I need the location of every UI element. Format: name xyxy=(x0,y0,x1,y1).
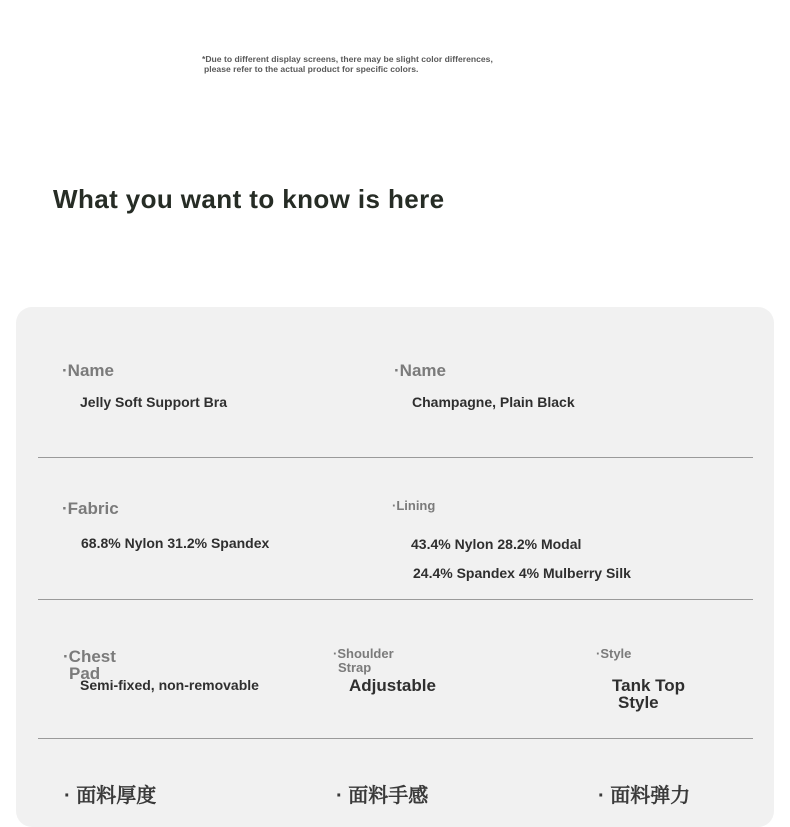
chest-pad-value: Semi-fixed, non-removable xyxy=(80,677,259,693)
fabric-label: ·Fabric xyxy=(62,499,119,518)
fabric-elasticity-label: · 面料弹力 xyxy=(598,785,691,807)
color-value: Champagne, Plain Black xyxy=(412,394,575,410)
style-label: ·Style xyxy=(596,646,632,661)
chest-pad-label-1: ·Chest xyxy=(63,647,116,666)
fabric-value: 68.8% Nylon 31.2% Spandex xyxy=(81,535,270,551)
disclaimer-line-2: please refer to the actual product for specific colors. xyxy=(204,64,419,74)
divider-3 xyxy=(38,738,753,739)
color-disclaimer xyxy=(202,54,493,74)
spec-panel xyxy=(16,307,774,827)
lining-label: ·Lining xyxy=(392,498,436,513)
fabric-feel-label: · 面料手感 xyxy=(336,785,429,807)
shoulder-strap-value: Adjustable xyxy=(349,676,436,695)
lining-value-1: 43.4% Nylon 28.2% Modal xyxy=(411,536,582,552)
color-label: ·Name xyxy=(394,361,446,380)
divider-2 xyxy=(38,599,753,600)
style-value-2: Style xyxy=(618,693,659,712)
product-name-label: ·Name xyxy=(62,361,114,380)
product-name-value: Jelly Soft Support Bra xyxy=(80,394,228,410)
shoulder-strap-label-1: ·Shoulder xyxy=(333,646,394,661)
section-headline: What you want to know is here xyxy=(53,184,445,214)
chest-pad-label-2: Pad xyxy=(69,664,101,683)
style-value-1: Tank Top xyxy=(612,676,686,695)
shoulder-strap-label-2: Strap xyxy=(338,660,372,675)
fabric-thickness-label: · 面料厚度 xyxy=(64,785,157,807)
disclaimer-line-1: *Due to different display screens, there may be slight color differences, xyxy=(202,54,493,64)
lining-value-2: 24.4% Spandex 4% Mulberry Silk xyxy=(413,565,631,581)
divider-1 xyxy=(38,457,753,458)
